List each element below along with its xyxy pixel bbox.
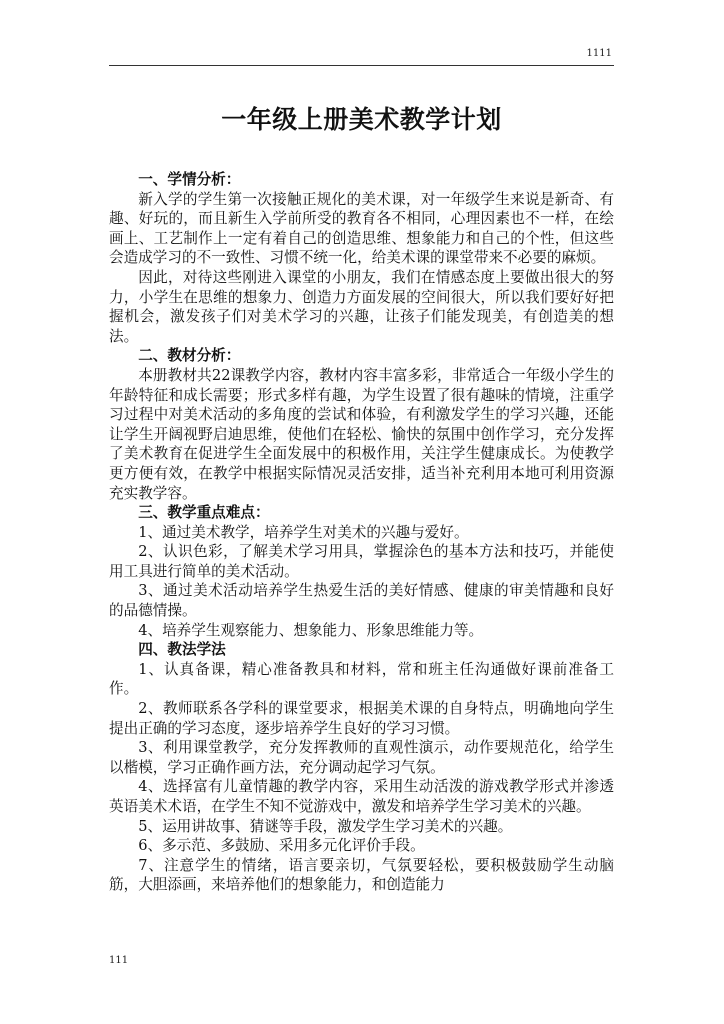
list-item: 2、教师联系各学科的课堂要求，根据美术课的自身特点，明确地向学生提出正确的学习态度，逐步培养学生良好的学习习惯。 (109, 700, 614, 737)
list-item: 2、认识色彩，了解美术学习用具，掌握涂色的基本方法和技巧，并能使用工具进行简单的美术活动。 (109, 543, 614, 580)
list-item: 1、认真备课，精心准备教具和材料，常和班主任沟通做好课前准备工作。 (109, 660, 614, 698)
section-heading-textbook: 二、教材分析： (138, 347, 241, 365)
list-item: 4、培养学生观察能力、想象能力、形象思维能力等。 (138, 621, 484, 639)
paragraph: 本册教材共22课教学内容，教材内容丰富多彩，非常适合一年级小学生的年龄特征和成长需要；形式多样有趣，为学生设置了很有趣味的情境，注重学习过程中对美术活动的多角度的尝试和体验，有利激发学生的学习兴趣，还能让学生开阔视野启迪思维，使他们在轻松、愉快的氛围中创作学习，充分发挥了美术教育在促进学生全面发展中的积极作用，关注学生健康成长。为使教学更方便有效，在教学中根据实际情况灵活安排，适当补充利用本地可利用资源充实教学容。 (109, 366, 614, 502)
list-item: 6、多示范、多鼓励、采用多元化评价手段。 (138, 837, 425, 855)
paragraph: 因此，对待这些刚进入课堂的小朋友，我们在情感态度上要做出很大的努力，小学生在思维的想象力、创造力方面发展的空间很大，所以我们要好好把握机会，激发孩子们对美术学习的兴趣，让孩子们能发现美，有创造美的想法。 (109, 268, 614, 345)
document-body (109, 170, 614, 895)
list-item: 7、注意学生的情绪，语言要亲切，气氛要轻松，要积极鼓励学生动脑筋，大胆添画，来培养他们的想象能力，和创造能力 (109, 856, 614, 894)
section-heading-methods: 四、教法学法 (138, 641, 226, 659)
paragraph: 新入学的学生第一次接触正规化的美术课，对一年级学生来说是新奇、有趣、好玩的，而且新生入学前所受的教育各不相同，心理因素也不一样，在绘画上、工艺制作上一定有着自己的创造思维、想象能力和自己的个性，但这些会造成学习的不一致性、习惯不统一化，给美术课的课堂带来不必要的麻烦。 (109, 190, 614, 267)
header-rule (109, 65, 614, 66)
header-page-number: 1111 (586, 48, 612, 59)
list-item: 3、通过美术活动培养学生热爱生活的美好情感、健康的审美情趣和良好的品德情操。 (109, 582, 614, 620)
list-item: 4、选择富有儿童情趣的教学内容，采用生动活泼的游戏教学形式并渗透英语美术术语，在学生不知不觉游戏中，激发和培养学生学习美术的兴趣。 (109, 778, 614, 815)
document-title: 一年级上册美术教学计划 (221, 105, 502, 134)
section-heading-situation: 一、学情分析： (138, 171, 241, 188)
section-heading-key-points: 三、教学重点难点： (138, 504, 270, 522)
list-item: 5、运用讲故事、猜谜等手段，激发学生学习美术的兴趣。 (138, 817, 513, 835)
footer-page-number: 111 (109, 955, 129, 966)
list-item: 3、利用课堂教学，充分发挥教师的直观性演示，动作要规范化，给学生以楷模，学习正确作画方法，充分调动起学习气氛。 (109, 739, 614, 776)
list-item: 1、通过美术教学，培养学生对美术的兴趣与爱好。 (138, 523, 469, 541)
